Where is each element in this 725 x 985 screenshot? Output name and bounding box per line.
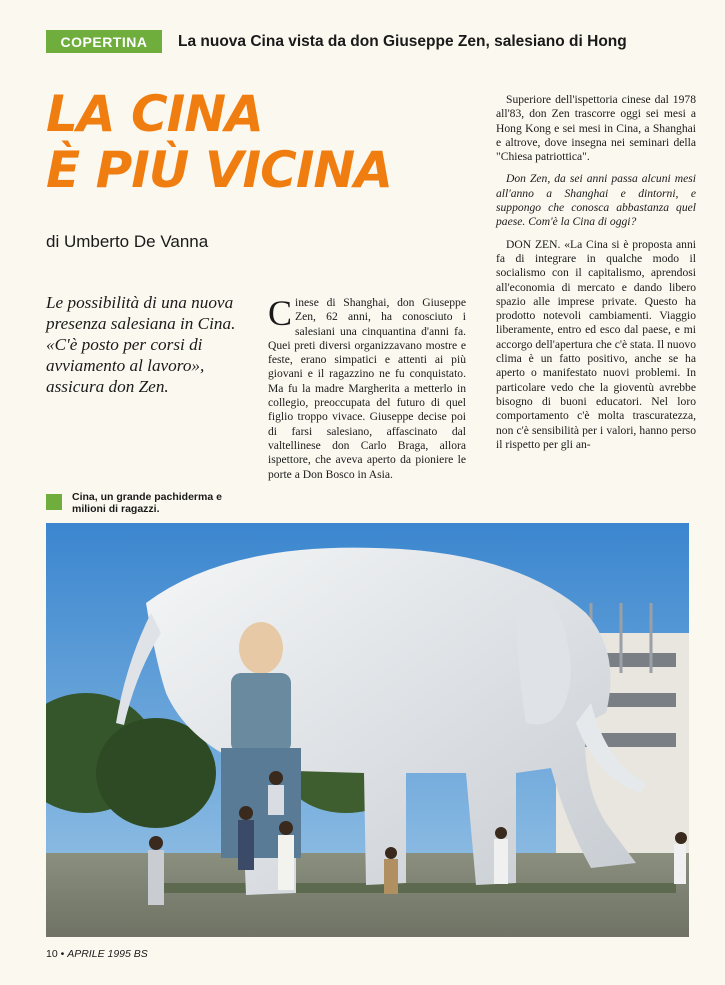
body-column-right (496, 93, 696, 460)
body-right-paragraph-2: DON ZEN. «La Cina si è proposta anni fa di integrare in qualche modo il socialismo con il capitalismo, aprendosi all'economia di mercato e dando libero spazio alle imprese private. Questo ha prodotto notevoli cambiamenti. Viaggio liberamente, entro ed esco dal paese, e mi accorgo dell'apertura che c'è stata. Il nuovo clima è un fatto positivo, anche se ha aperto o manifestato nuovi problemi. In particolare vedo che la gioventù avrebbe bisogno di buoni educatori. Nel loro comportamento c'è molta trascuratezza, non c'è sensibilità per i valori, hanno perso il rispetto per gli an- (496, 237, 696, 451)
page-number: 10 (46, 948, 58, 960)
interview-question: Don Zen, da sei anni passa alcuni mesi all'anno a Shanghai e dintorni, e suppongo che conosca abbastanza quel paese. Com'è la Cina di oggi? (496, 172, 696, 229)
header-kicker: La nuova Cina vista da don Giuseppe Zen, salesiano di Hong (178, 33, 627, 50)
body-middle-text: inese di Shanghai, don Giuseppe Zen, 62 anni, ha conosciuto i salesiani una cinquantina d'anni fa. Quei preti diversi organizzavano mostre e feste, erano simpatici e attenti ai più giovani e il ragazzino ne fu conquistato. Ma fu la madre Margherita a metterlo in collegio, preoccupata del futuro di quel figlio troppo vivace. Giuseppe decise poi di farsi salesiano, affascinato dal valtellinese don Carlo Braga, allora ispettore, che aveva aperto da pioniere le porte a Don Bosco in Asia. (268, 296, 466, 481)
footer-separator: • (60, 948, 65, 960)
headline-line-2: È PIÙ VICINA (46, 141, 392, 199)
headline-line-1: LA CINA (46, 85, 263, 143)
page-footer (46, 948, 148, 960)
dropcap: C (268, 293, 293, 333)
byline: di Umberto De Vanna (46, 232, 209, 251)
elephant-statue-photo (46, 523, 689, 937)
publication-issue: APRILE 1995 BS (67, 948, 148, 960)
body-column-middle (268, 293, 466, 482)
caption-marker (46, 494, 62, 510)
section-tag: COPERTINA (46, 30, 162, 53)
photo-caption: Cina, un grande pachiderma e milioni di ragazzi. (72, 491, 222, 515)
body-right-paragraph-1: Superiore dell'ispettoria cinese dal 1978 all'83, don Zen trascorre oggi sei mesi a Hong Kong e sei mesi in Cina, a Shanghai e altrove, dove insegna nei seminari della "Chiesa patriottica". (496, 93, 696, 164)
lead-paragraph: Le possibilità di una nuova presenza salesiana in Cina. «C'è posto per corsi di avviamento al lavoro», assicura don Zen. (46, 293, 236, 396)
headline (46, 86, 476, 198)
